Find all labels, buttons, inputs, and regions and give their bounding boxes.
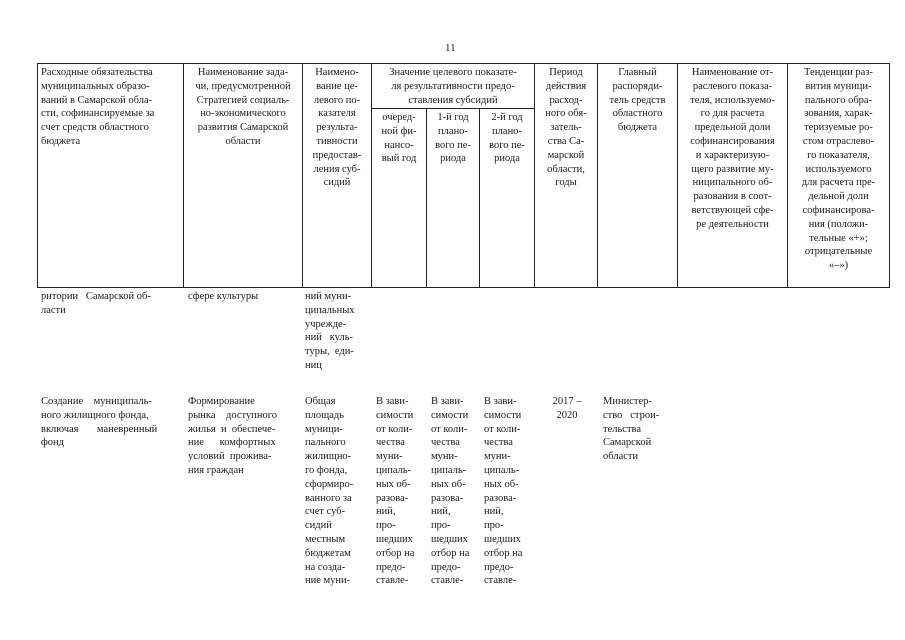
col-line-8 [889,63,890,288]
col-line-1 [183,63,184,288]
table-border-bottom [37,287,889,288]
header-col3: Наимено- вание це- левого по- казателя результа- тивности предостав- ления суб- сидий [312,67,362,189]
row2-col5: 2017 – 2020 [552,396,582,421]
row2-col4b: В зави- симости от коли- чества муни- ципаль- ных об- разова- ний, про- шедших отбор на предо- ставле- [431,396,470,587]
header-col5: Период действия расход- ного обя- затель- ства Са- марской области, годы [545,67,587,189]
header-col4a: очеред- ной фи- нансо- вый год [381,112,417,165]
col-line-0 [37,63,38,288]
group-divider [371,108,534,109]
header-col4-group: Значение целевого показате- ля результативности предо- ставления субсидий [389,67,517,106]
header-col4b: 1-й год плано- вого пе- риода [435,112,471,165]
cont-col3: ний муни- ципальных учрежде- ний куль- туры, еди- ниц [305,291,355,371]
row2-col1: Создание муниципаль- ного жилищного фонда, включая маневренный фонд [41,396,158,449]
row2-col2: Формирование рынка доступного жилья и обеспече- ние комфортных условий прожива- ния граждан [188,396,278,476]
row2-col6: Министер- ство строи- тельства Самарской области [603,396,660,463]
header-col7: Наименование от- раслевого показа- теля, используемо- го для расчета предельной доли софинансирования и характеризую- щего развитие му- ниципального об- разования в соот- ветствующей сфе- ре деятельности [690,67,775,230]
row2-col4c: В зави- симости от коли- чества муни- ципаль- ных об- разова- ний, про- шедших отбор на предо- ставле- [484,396,523,587]
table-border-top [37,63,889,64]
row2-col3: Общая площадь муници- пального жилищно- го фонда, сформиро- ванного за счет суб- сидий местным бюджетам на созда- ние муни- [305,396,354,587]
cont-col2: сфере культуры [188,291,259,302]
header-col8: Тенденции раз- вития муници- пального обра- зования, харак- теризуемые ро- стом отраслево- го показателя, используемого для расчета пре- дельной доли софинансирова- ния (положи- тельные «+»; отрицательные «–») [801,67,876,272]
header-col2: Наименование зада- чи, предусмотренной Стратегией социаль- но-экономического развития Самарской области [195,67,291,147]
page-number: 11 [445,42,456,54]
header-col4c: 2-й год плано- вого пе- риода [489,112,525,165]
cont-col1: ритории Самарской об- ласти [41,291,151,316]
header-col6: Главный распоряди- тель средств областного бюджета [609,67,666,134]
header-col1: Расходные обязательства муниципальных образо- ваний в Самарской обла- сти, софинансируемые за счет средств областного бюджета [41,67,155,147]
row2-col4a: В зави- симости от коли- чества муни- ципаль- ных об- разова- ний, про- шедших отбор на предо- ставле- [376,396,415,587]
